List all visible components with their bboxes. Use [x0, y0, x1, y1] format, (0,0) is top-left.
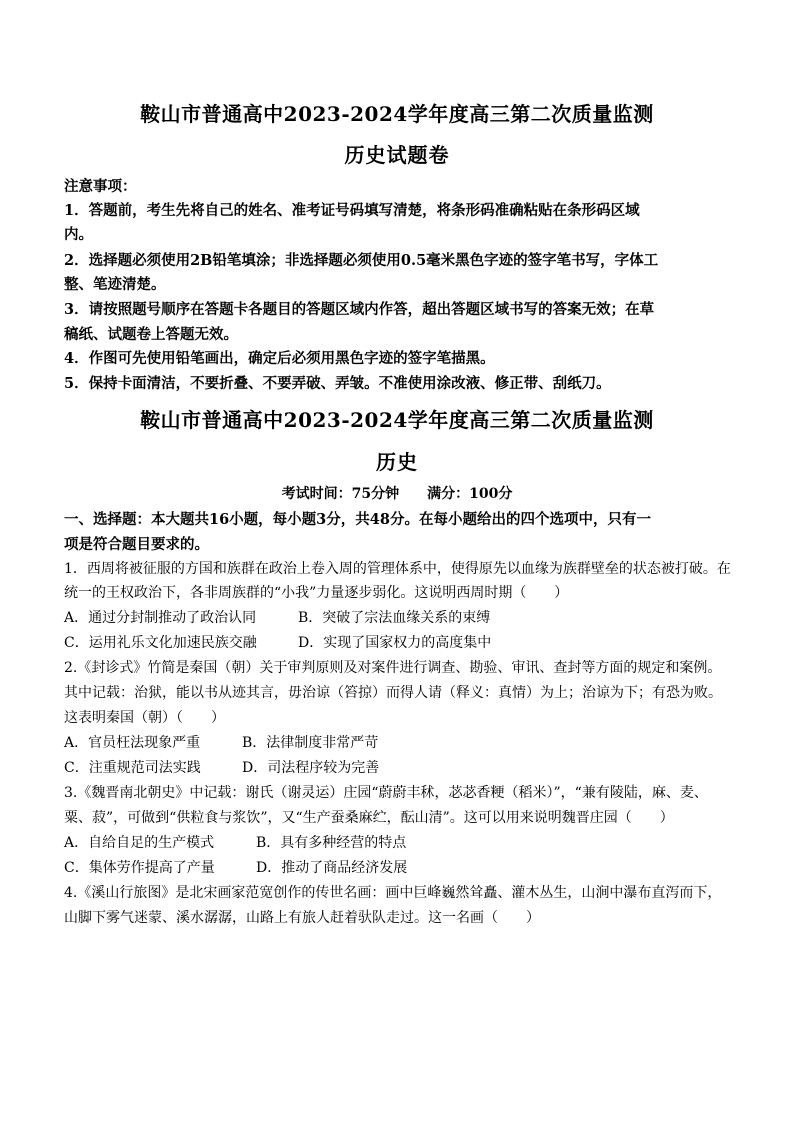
question-1-text: 统一的王权政治下，各非周族群的“小我”力量逐步弱化。这说明西周时期（ ）: [64, 585, 569, 601]
exam-info: [0, 483, 794, 503]
question-2-option-c[interactable]: C．注重规范司法实践: [64, 760, 201, 776]
question-2-option-d[interactable]: D．司法程序较为完善: [242, 760, 380, 776]
exam-title: 鞍山市普通高中2023-2024学年度高三第二次质量监测: [140, 408, 654, 432]
question-3-option-d[interactable]: D．推动了商品经济发展: [256, 860, 408, 876]
question-2-text: 其中记载：治狱，能以书从迹其言，毋治谅（笞掠）而得人请（释义：真情）为上；治谅为下；有恐为败。: [64, 685, 722, 701]
question-4-text: 山脚下雾气迷蒙、溪水潺潺，山路上有旅人赶着驮队走过。这一名画（ ）: [64, 910, 540, 926]
section-heading: 项是符合题目要求的。: [64, 536, 209, 553]
question-3-text: 3.《魏晋南北朝史》中记载：谢氏（谢灵运）庄园“蔚蔚丰秫，苾苾香粳（稻米）”，“兼有陵陆，麻、麦、: [64, 785, 708, 801]
question-3-text: 粟、菽”，可做到“供粒食与浆饮”，又“生产蚕桑麻纻，酝山清”。这可以用来说明魏晋庄园（ ）: [64, 810, 674, 826]
notice-line: 5．保持卡面清洁，不要折叠、不要弄破、弄皱。不准使用涂改液、修正带、刮纸刀。: [64, 375, 611, 392]
question-1-option-b[interactable]: B．突破了宗法血缘关系的束缚: [298, 610, 491, 626]
question-1-option-c[interactable]: C．运用礼乐文化加速民族交融: [64, 635, 257, 651]
notice-line: 2．选择题必须使用2B铅笔填涂；非选择题必须使用0.5毫米黑色字迹的签字笔书写，字体工: [64, 252, 659, 269]
notice-line: 内。: [64, 226, 93, 243]
exam-time: 考试时间：75分钟: [281, 486, 400, 502]
page-title: 鞍山市普通高中2023-2024学年度高三第二次质量监测: [140, 102, 654, 126]
question-1-text: 1．西周将被征服的方国和族群在政治上卷入周的管理体系中，使得原先以血缘为族群壁垒的状态被打破。在: [64, 561, 731, 577]
question-2-text: 这表明秦国（朝）（ ）: [64, 710, 225, 726]
page-subtitle: 历史试题卷: [344, 143, 450, 167]
section-heading: 一、选择题：本大题共16小题，每小题3分，共48分。在每小题给出的四个选项中，只有一: [64, 511, 651, 528]
exam-score: 满分：100分: [427, 486, 513, 502]
question-3-option-b[interactable]: B．具有多种经营的特点: [256, 835, 407, 851]
question-3-option-a[interactable]: A．自给自足的生产模式: [64, 835, 215, 851]
question-2-option-b[interactable]: B．法律制度非常严苛: [242, 735, 379, 751]
notice-line: 3．请按照题号顺序在答题卡各题目的答题区域内作答，超出答题区域书写的答案无效；在草: [64, 301, 655, 318]
notice-line: 4．作图可先使用铅笔画出，确定后必须用黑色字迹的签字笔描黑。: [64, 350, 495, 367]
question-1-option-a[interactable]: A．通过分封制推动了政治认同: [64, 610, 257, 626]
notice-line: 整、笔迹清楚。: [64, 276, 166, 293]
question-2-text: 2.《封诊式》竹简是秦国（朝）关于审判原则及对案件进行调查、勘验、审讯、查封等方面的规定和案例。: [64, 660, 722, 676]
notice-heading: 注意事项：: [64, 178, 137, 195]
question-2-option-a[interactable]: A．官员枉法现象严重: [64, 735, 201, 751]
question-4-text: 4.《溪山行旅图》是北宋画家范宽创作的传世名画：画中巨峰巍然耸矗、灌木丛生，山涧中瀑布直泻而下，: [64, 885, 722, 901]
exam-subject: 历史: [376, 450, 418, 474]
notice-line: 1．答题前，考生先将自己的姓名、准考证号码填写清楚，将条形码准确粘贴在条形码区域: [64, 202, 640, 219]
question-1-option-d[interactable]: D．实现了国家权力的高度集中: [298, 635, 492, 651]
question-3-option-c[interactable]: C．集体劳作提高了产量: [64, 860, 215, 876]
notice-line: 稿纸、试题卷上答题无效。: [64, 326, 238, 343]
